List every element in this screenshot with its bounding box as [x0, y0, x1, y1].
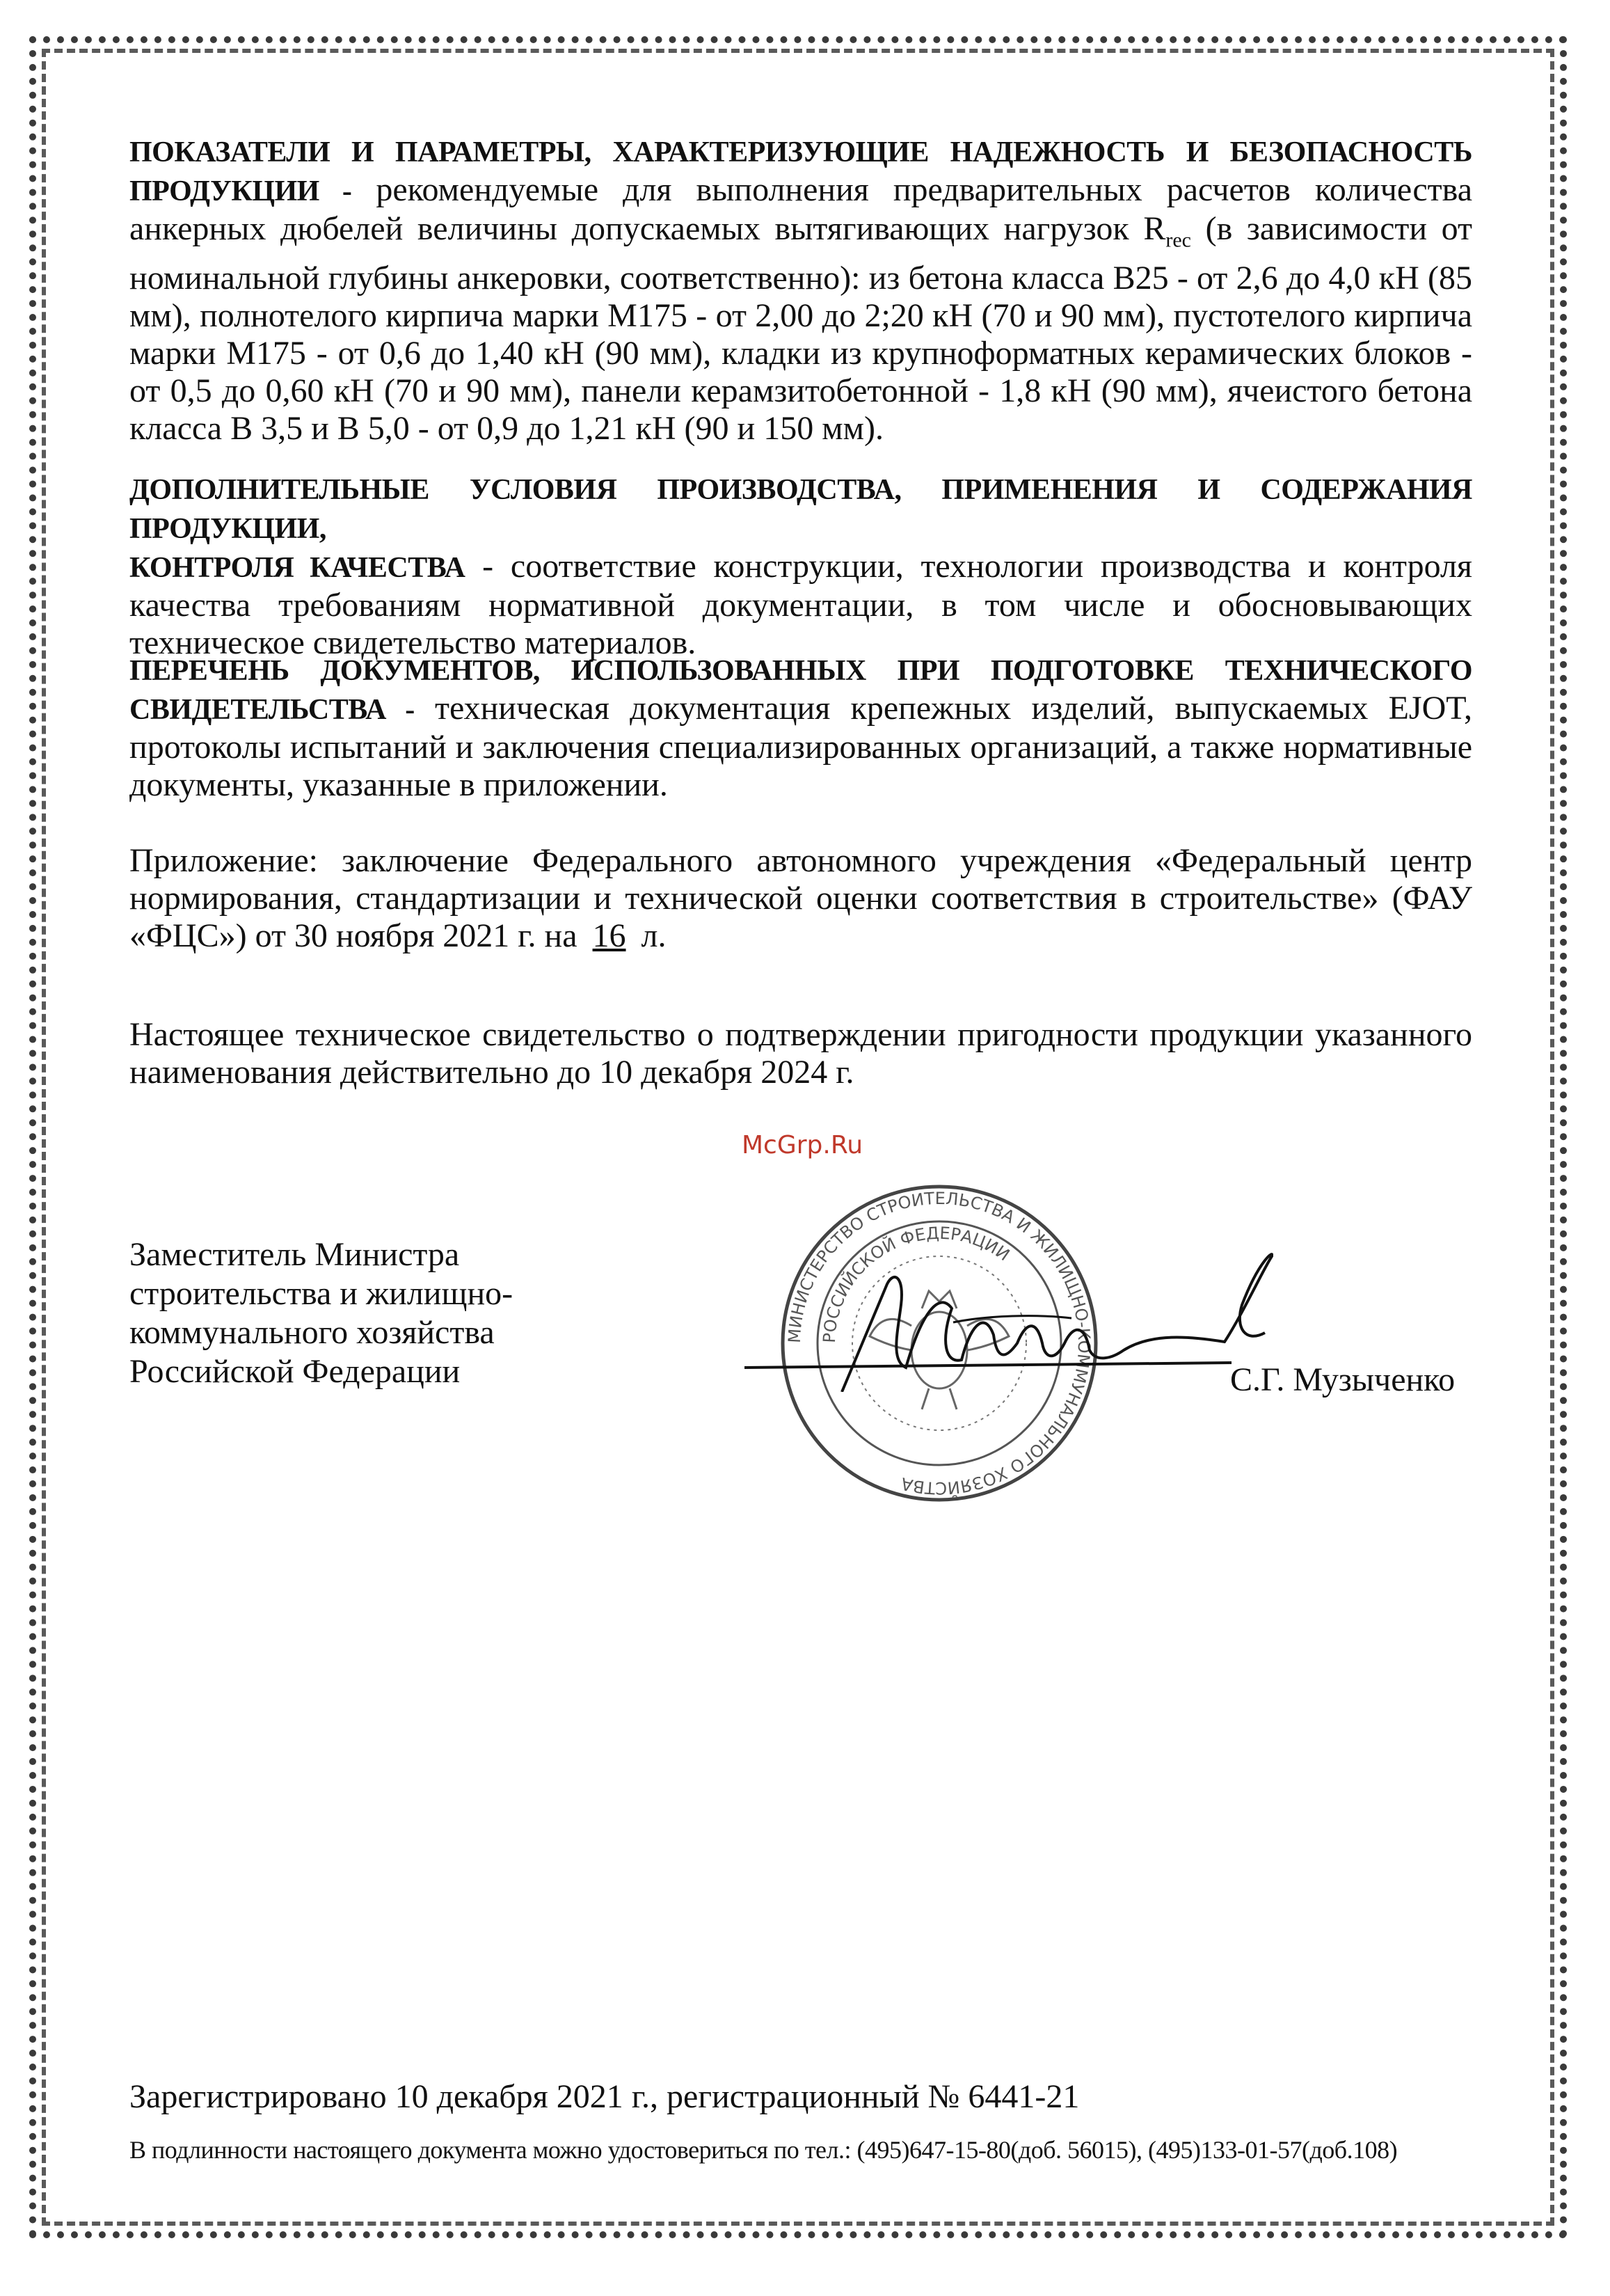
validity-paragraph: Настоящее техническое свидетельство о подтверждении пригодности продукции указанного наименования действительно до 10 декабря 2024 г. — [129, 1016, 1472, 1091]
rec-subscript: rec — [1165, 228, 1191, 252]
watermark-text: McGrp.Ru — [742, 1131, 863, 1159]
handwritten-signature — [744, 1246, 1273, 1392]
appendix-page-count: 16 — [592, 917, 626, 954]
documents-section — [129, 651, 1472, 804]
documents-heading: ПЕРЕЧЕНЬ ДОКУМЕНТОВ, ИСПОЛЬЗОВАННЫХ ПРИ ПОДГОТОВКЕ ТЕХНИЧЕСКОГО СВИДЕТЕЛЬСТВА - — [129, 655, 1472, 726]
authenticity-contact-line: В подлинности настоящего документа можно удостовериться по тел.: (495)647-15-80(доб. 56015), (495)133-01-57(доб.108) — [129, 2136, 1398, 2164]
appendix-text-a: Приложение: заключение Федерального автономного учреждения «Федеральный центр нормирования, стандартизации и технической оценки соответствия в строительстве» (ФАУ «ФЦС») от 30 ноября 2021 г. на — [129, 842, 1472, 954]
conditions-section — [129, 470, 1472, 662]
appendix-text-b: л. — [641, 917, 667, 954]
signatory-line-4: Российской Федерации — [129, 1353, 461, 1390]
signatory-line-1: Заместитель Министра — [129, 1236, 460, 1273]
signatory-line-3: коммунального хозяйства — [129, 1314, 495, 1351]
reliability-paragraph — [129, 132, 1472, 448]
validity-section — [129, 1016, 1472, 1091]
seal-outer-text: МИНИСТЕРСТВО СТРОИТЕЛЬСТВА И ЖИЛИЩНО-КОММУНАЛЬНОГО ХОЗЯЙСТВА — [784, 1188, 1094, 1498]
reliability-heading: ПОКАЗАТЕЛИ И ПАРАМЕТРЫ, ХАРАКТЕРИЗУЮЩИЕ НАДЕЖНОСТЬ И БЕЗОПАСНОСТЬ ПРОДУКЦИИ - — [129, 136, 1472, 207]
reliability-text-b: (в зависимости от номинальной глубины анкеровки, соответственно): из бетона класса В25 - от 2,6 до 4,0 кН (85 мм), полнотелого кирпича марки М175 - от 2,00 до 2;20 кН (70 и 90 мм), пустотелого кирпича марки М175 - от 0,6 до 1,40 кН (90 мм), кладки из крупноформатных керамических блоков - от 0,5 до 0,60 кН (70 и 90 мм), панели керамзитобетонной - 1,8 кН (90 мм), ячеистого бетона класса В 3,5 и В 5,0 - от 0,9 до 1,21 кН (90 и 150 мм). — [129, 210, 1473, 447]
seal-inner-text: РОССИЙСКОЙ ФЕДЕРАЦИИ — [819, 1223, 1014, 1344]
conditions-heading-line2: КОНТРОЛЯ КАЧЕСТВА — [129, 552, 465, 584]
conditions-paragraph — [129, 470, 1472, 662]
appendix-section — [129, 842, 1472, 955]
signatory-line-2: строительства и жилищно- — [129, 1275, 513, 1312]
conditions-heading-line1: ДОПОЛНИТЕЛЬНЫЕ УСЛОВИЯ ПРОИЗВОДСТВА, ПРИМЕНЕНИЯ И СОДЕРЖАНИЯ ПРОДУКЦИИ, — [129, 474, 1472, 545]
documents-text: техническая документация крепежных изделий, выпускаемых EJOT, протоколы испытаний и заключения специализированных организаций, а также нормативные документы, указанные в приложении. — [129, 690, 1473, 803]
appendix-paragraph — [129, 842, 1472, 955]
reliability-section — [129, 132, 1472, 448]
documents-paragraph — [129, 651, 1472, 804]
reliability-text-a: рекомендуемые для выполнения предварительных расчетов количества анкерных дюбелей величины допускаемых вытягивающих нагрузок R — [129, 171, 1472, 247]
signatory-name: С.Г. Музыченко — [1230, 1361, 1456, 1398]
registration-line: Зарегистрировано 10 декабря 2021 г., регистрационный № 6441-21 — [129, 2078, 1080, 2115]
conditions-text: - соответствие конструкции, технологии производства и контроля качества требованиям нормативной документации, в том числе и обосновывающих техническое свидетельство материалов. — [129, 548, 1472, 661]
signatory-title — [129, 1235, 513, 1391]
